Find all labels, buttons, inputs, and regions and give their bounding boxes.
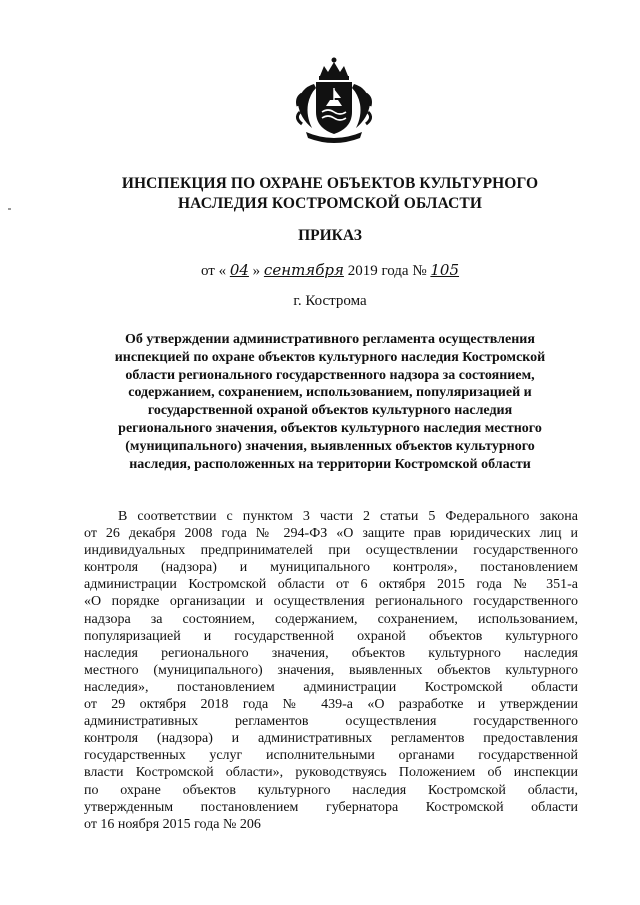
city-name: г. Кострома [293,293,367,309]
body-paragraph [84,508,578,833]
subject-line: (муниципального) значения, выявленных объектов культурного [125,438,535,454]
body-line: от 16 ноября 2015 года № 206 [84,816,261,832]
body-line: утвержденным постановлением губернатора Костромской области [84,799,578,815]
body-line: местного (муниципального) значения, выявленных объектов культурного [84,662,578,678]
body-line: по охране объектов культурного наследия Костромской области, [84,782,578,798]
order-number-handwritten: 105 [430,261,460,279]
body-line: контроля (надзора) и административных регламентов предоставления [84,731,578,747]
body-line: от 26 декабря 2008 года № 294-ФЗ «О защите прав юридических лиц и [84,526,578,542]
body-line: надзора за состоянием, содержанием, сохранением, использованием, [84,611,578,627]
margin-mark [8,208,11,210]
date-day-handwritten: 04 [229,261,249,279]
subject-line: Об утверждении административного регламента осуществления [125,332,535,347]
order-subject [98,331,562,473]
order-date-line [80,260,580,281]
body-line: государственных услуг исполнительными органами государственной [84,748,578,764]
subject-line: регионального значения, объектов культурного наследия местного [118,420,542,436]
body-line: «О порядке организации и осуществления регионального государственного [84,594,578,610]
body-line: административных регламентов осуществления государственного [84,714,578,730]
subject-line: области регионального государственного надзора за состоянием, [125,367,535,383]
body-line: власти Костромской области», руководствуясь Положением об инспекции [84,765,578,781]
body-line: контроля (надзора) и муниципального контроля», постановлением [84,560,578,576]
body-line: наследия», постановлением администрации Костромской области [84,679,578,695]
body-line: В соответствии с пунктом 3 части 2 статьи 5 Федерального закона [118,509,578,524]
org-title-line-2: НАСЛЕДИЯ КОСТРОМСКОЙ ОБЛАСТИ [178,195,482,212]
body-line: наследия регионального значения, объектов культурного наследия [84,645,578,661]
kostroma-coat-of-arms-icon [288,54,380,146]
document-type: ПРИКАЗ [298,227,362,244]
date-year-text: 2019 года № [347,263,427,279]
body-line: индивидуальных предпринимателей при осуществлении государственного [84,543,578,559]
subject-line: государственной охраной объектов культурного наследия [147,403,513,419]
org-title-line-1: ИНСПЕКЦИЯ ПО ОХРАНЕ ОБЪЕКТОВ КУЛЬТУРНОГО [121,175,539,192]
subject-line: инспекцией по охране объектов культурного наследия Костромской [114,349,546,365]
body-line: от 29 октября 2018 года № 439-а «О разработке и утверждении [84,697,578,713]
body-line: администрации Костромской области от 6 октября 2015 года № 351-а [84,577,578,593]
subject-line: содержанием, сохранением, использованием, популяризацией и [128,385,532,401]
organization-title [80,174,580,214]
date-prefix: от « [200,263,227,279]
body-line: популяризацией и государственной охраной объектов культурного [84,628,578,644]
date-quote-close: » [252,263,261,279]
date-month-handwritten: сентября [263,261,344,279]
subject-line: наследия, расположенных на территории Костромской области [129,456,531,472]
